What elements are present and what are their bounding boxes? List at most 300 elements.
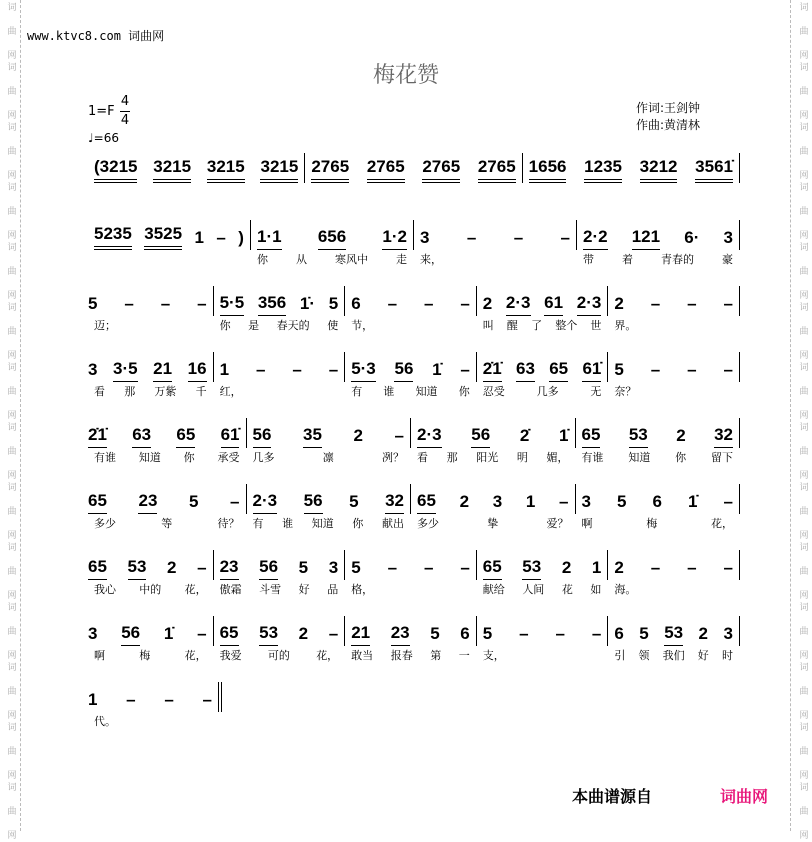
lyrics xyxy=(351,383,470,399)
note-group: 23 xyxy=(220,557,239,580)
note-group: 6 xyxy=(652,492,662,511)
lyric-word: 花， xyxy=(184,649,207,662)
note-group: – xyxy=(394,426,404,445)
note-group: 1235 xyxy=(584,157,622,183)
measure xyxy=(608,550,740,596)
note-group: – xyxy=(559,492,569,511)
tempo: ♩=66 xyxy=(88,131,119,145)
note-group: 3561̇ xyxy=(695,157,733,183)
watermark-text: 词 曲 网 xyxy=(7,63,17,121)
note-group: – xyxy=(460,294,470,313)
lyric-word: 凛 xyxy=(322,451,334,464)
measure-notes xyxy=(88,484,240,514)
lyric-word: 你 xyxy=(458,385,470,398)
measure-notes xyxy=(88,616,207,646)
lyric-word: 知道 xyxy=(628,451,651,464)
lyric-word: 你 xyxy=(352,517,364,530)
note-group: 65 xyxy=(220,623,239,646)
lyric-word: 冽？ xyxy=(382,451,404,464)
lyric-word: 敢当 xyxy=(351,649,374,662)
lyric-word: 献出 xyxy=(382,517,404,530)
watermark-text: 词 曲 网 xyxy=(799,423,809,481)
lyric-word: 第 xyxy=(430,649,442,662)
note-group: – xyxy=(687,294,697,313)
note-group: 356 xyxy=(258,293,286,316)
watermark-text: 词 曲 网 xyxy=(799,123,809,181)
note-group: – xyxy=(513,228,524,247)
score-line xyxy=(88,682,222,726)
note-group: 5 xyxy=(482,624,493,643)
note-group: – xyxy=(230,492,240,511)
note-group: – xyxy=(328,360,339,379)
measure-notes xyxy=(420,220,570,250)
note-group: 3212 xyxy=(640,157,678,183)
note-group: 2·3 xyxy=(506,293,531,316)
lyric-word: 品 xyxy=(327,583,339,596)
measure-notes xyxy=(483,616,602,646)
lyric-word: 代。 xyxy=(94,715,116,728)
score-line xyxy=(88,616,740,660)
lyric-word: 迈； xyxy=(94,319,116,332)
note-group: – xyxy=(555,624,565,643)
measure-notes xyxy=(351,550,470,580)
measure xyxy=(214,616,346,662)
note-group: – xyxy=(202,690,212,709)
lyric-word: 如 xyxy=(590,583,602,596)
note-group: 3215 xyxy=(153,157,191,183)
note-group: 2 xyxy=(676,426,686,445)
note-group: 1·2 xyxy=(382,227,407,250)
note-group: 3·5 xyxy=(113,359,138,382)
lyric-word: 好 xyxy=(298,583,310,596)
watermark-text: 词 曲 网 xyxy=(799,363,809,421)
lyric-word: 梅 xyxy=(139,649,151,662)
measure-notes xyxy=(614,550,733,580)
note-group: 1 xyxy=(194,228,204,247)
lyrics xyxy=(253,515,405,531)
lyrics xyxy=(220,317,339,333)
note-group: ) xyxy=(238,228,244,247)
measure-notes xyxy=(582,484,734,514)
note-group: – xyxy=(723,294,733,313)
note-group: 63 xyxy=(516,359,535,382)
measure xyxy=(411,418,576,464)
lyric-word: 花， xyxy=(184,583,207,596)
note-group: – xyxy=(723,360,733,379)
lyric-word: 傲霜 xyxy=(219,583,242,596)
lyric-word: 奈？ xyxy=(614,385,637,398)
watermark-text: 词 曲 网 xyxy=(799,543,809,601)
note-group: – xyxy=(164,690,174,709)
lyric-word: 春天的 xyxy=(276,319,310,332)
note-group: 2·3 xyxy=(577,293,602,316)
note-group: 1 xyxy=(525,492,536,511)
lyric-word: 时 xyxy=(721,649,733,662)
watermark-text: 词 曲 网 xyxy=(799,3,809,61)
note-group: 3215 xyxy=(260,157,298,183)
measure xyxy=(305,153,522,183)
measure-notes xyxy=(614,616,733,646)
measure xyxy=(247,484,412,530)
note-group: 5 xyxy=(614,360,624,379)
note-group: – xyxy=(197,558,207,577)
note-group: 3 xyxy=(723,624,733,643)
lyrics xyxy=(94,383,207,399)
note-group: 53 xyxy=(664,623,683,646)
note-group: 3 xyxy=(88,360,98,379)
note-group: 1̇ xyxy=(163,624,174,643)
measure xyxy=(88,352,214,398)
note-group: – xyxy=(723,492,733,511)
watermark-text: 词 曲 网 xyxy=(799,183,809,241)
lyric-word: 着 xyxy=(622,253,633,266)
note-group: 6 xyxy=(460,624,470,643)
note-group: 53 xyxy=(629,425,648,448)
note-group: 5 xyxy=(639,624,649,643)
lyrics xyxy=(351,317,470,333)
note-group: 2 xyxy=(698,624,709,643)
lyric-word: 谁 xyxy=(282,517,294,530)
lyricist: 作词:王剑钟 xyxy=(636,101,701,115)
note-group: 56 xyxy=(121,623,140,646)
lyrics xyxy=(614,647,733,663)
note-group: 2 xyxy=(614,558,624,577)
lyrics xyxy=(253,449,405,465)
lyric-word: 你 xyxy=(183,451,195,464)
measure-notes xyxy=(88,550,207,580)
watermark-text: 词 曲 网 xyxy=(7,123,17,181)
measure xyxy=(608,352,740,398)
lyrics xyxy=(582,515,734,531)
measure xyxy=(88,682,222,728)
lyrics xyxy=(417,449,569,465)
lyrics xyxy=(94,449,240,465)
watermark-text: 词 曲 网 xyxy=(7,363,17,421)
watermark-text: 词 曲 网 xyxy=(7,303,17,361)
measure-notes xyxy=(94,220,244,250)
measure xyxy=(88,286,214,332)
note-group: 61̇ xyxy=(221,425,240,448)
lyric-word: 几多 xyxy=(252,451,275,464)
watermark-text: 词 曲 网 xyxy=(7,783,17,841)
watermark-text: 词 曲 网 xyxy=(799,663,809,721)
measure xyxy=(477,352,609,398)
measure-notes xyxy=(94,153,298,183)
note-group: 3 xyxy=(420,228,430,247)
lyric-word: 有 xyxy=(351,385,363,398)
score-line xyxy=(88,352,740,396)
note-group: 1 xyxy=(88,690,98,709)
credits xyxy=(636,100,700,134)
lyric-word: 啊 xyxy=(581,517,593,530)
lyric-word: 海。 xyxy=(614,583,637,596)
lyric-word: 明 xyxy=(516,451,528,464)
measure-notes xyxy=(351,352,470,382)
lyric-word: 忍受 xyxy=(482,385,505,398)
lyric-word: 几多 xyxy=(536,385,559,398)
measure-notes xyxy=(417,484,569,514)
note-group: 53 xyxy=(259,623,278,646)
lyric-word: 媚， xyxy=(546,451,569,464)
note-group: 5 xyxy=(298,558,309,577)
note-group: 2 xyxy=(298,624,309,643)
lyric-word: 斗雪 xyxy=(259,583,282,596)
note-group: 56 xyxy=(304,491,323,514)
lyric-word: 好 xyxy=(697,649,709,662)
measure-notes xyxy=(253,484,405,514)
note-group: 2 xyxy=(614,294,624,313)
note-group: – xyxy=(292,360,302,379)
score-line xyxy=(88,550,740,594)
measure xyxy=(214,286,346,332)
watermark-text: 词 曲 网 xyxy=(7,183,17,241)
measure-notes xyxy=(351,286,470,316)
measure xyxy=(576,418,741,464)
note-group: – xyxy=(650,558,661,577)
lyric-word: 叫 xyxy=(482,319,494,332)
note-group: – xyxy=(591,624,602,643)
lyrics xyxy=(351,647,470,663)
note-group: 61 xyxy=(544,293,563,316)
measure xyxy=(88,484,247,530)
note-group: 53 xyxy=(522,557,541,580)
lyric-word: 人间 xyxy=(522,583,545,596)
lyric-word: 中的 xyxy=(139,583,162,596)
lyric-word: 那 xyxy=(446,451,458,464)
measure-notes xyxy=(220,286,339,316)
measure xyxy=(345,550,477,596)
note-group: 23 xyxy=(391,623,410,646)
note-group: 23 xyxy=(138,491,157,514)
lyrics xyxy=(614,317,733,333)
lyrics xyxy=(220,383,339,399)
note-group: 65 xyxy=(549,359,568,382)
note-group: 5 xyxy=(349,492,359,511)
watermark-text: 词 曲 网 xyxy=(7,603,17,661)
note-group: 3 xyxy=(328,558,339,577)
measure-notes xyxy=(257,220,407,250)
lyrics xyxy=(94,647,207,663)
measure-notes xyxy=(220,616,339,646)
measure xyxy=(88,153,305,183)
lyrics xyxy=(614,383,733,399)
lyric-word: 爱？ xyxy=(546,517,569,530)
watermark-text: 词 曲 网 xyxy=(799,723,809,781)
note-group: 1̇ xyxy=(432,360,442,379)
note-group: 21 xyxy=(351,623,370,646)
note-group: – xyxy=(124,294,134,313)
watermark-text: 词 曲 网 xyxy=(799,243,809,301)
brand-link[interactable]: 词曲网 xyxy=(720,787,769,806)
measure-notes xyxy=(483,550,602,580)
lyric-word: 走 xyxy=(396,253,407,266)
note-group: 2 xyxy=(482,294,493,313)
measure xyxy=(88,616,214,662)
note-group: 656 xyxy=(318,227,346,250)
note-group: – xyxy=(328,624,339,643)
time-signature xyxy=(120,94,130,129)
lyric-word: 千 xyxy=(195,385,207,398)
lyrics xyxy=(483,581,602,597)
lyric-word: 待？ xyxy=(217,517,240,530)
key-signature: 1=F xyxy=(88,104,115,119)
note-group: 5235 xyxy=(94,224,132,250)
note-group: (3215 xyxy=(94,157,137,183)
note-group: 3215 xyxy=(207,157,245,183)
left-border xyxy=(20,0,21,831)
lyric-word: 有谁 xyxy=(581,451,604,464)
note-group: 3 xyxy=(492,492,503,511)
lyric-word: 看 xyxy=(417,451,428,464)
lyric-word: 来， xyxy=(420,253,442,266)
lyric-word: 花， xyxy=(316,649,339,662)
measure-notes xyxy=(253,418,405,448)
lyric-word: 知道 xyxy=(415,385,438,398)
note-group: – xyxy=(519,624,529,643)
note-group: 3 xyxy=(723,228,733,247)
measure-notes xyxy=(220,550,339,580)
note-group: 5 xyxy=(88,294,98,313)
lyric-word: 界。 xyxy=(614,319,637,332)
measure xyxy=(345,616,477,662)
measure xyxy=(88,220,251,250)
note-group: 6· xyxy=(684,228,700,247)
note-group: 2̇1̇ xyxy=(88,425,107,448)
note-group: – xyxy=(160,294,171,313)
lyric-word: 万紫 xyxy=(154,385,177,398)
measure-notes xyxy=(483,352,602,382)
lyric-word: 红， xyxy=(219,385,242,398)
measure xyxy=(251,220,414,266)
note-group: – xyxy=(387,558,398,577)
note-group: 32 xyxy=(714,425,733,448)
lyric-word: 多少 xyxy=(94,517,116,530)
lyrics xyxy=(220,647,339,663)
watermark-text: 词 曲 网 xyxy=(799,603,809,661)
note-group: 2 xyxy=(353,426,363,445)
measure xyxy=(88,550,214,596)
lyrics xyxy=(94,515,240,531)
note-group: – xyxy=(650,294,661,313)
note-group: 2765 xyxy=(422,157,460,183)
note-group: – xyxy=(650,360,661,379)
measure-notes xyxy=(88,682,212,712)
measure xyxy=(477,550,609,596)
lyric-word: 知道 xyxy=(311,517,334,530)
note-group: – xyxy=(560,228,570,247)
lyric-word: 了 xyxy=(531,319,543,332)
lyric-word: 支， xyxy=(482,649,505,662)
lyric-word: 啊 xyxy=(94,649,105,662)
score-line xyxy=(88,153,740,197)
note-group: 2̇ xyxy=(519,426,530,445)
lyrics xyxy=(582,449,734,465)
lyric-word: 使 xyxy=(327,319,339,332)
measure xyxy=(414,220,577,266)
lyric-word: 整个 xyxy=(555,319,578,332)
lyric-word: 世 xyxy=(590,319,602,332)
note-group: 5·5 xyxy=(220,293,245,316)
lyric-word: 我们 xyxy=(662,649,685,662)
note-group: – xyxy=(423,294,434,313)
lyric-word: 献给 xyxy=(482,583,505,596)
measure-notes xyxy=(311,153,515,183)
note-group: 56 xyxy=(394,359,413,382)
lyric-word: 留下 xyxy=(710,451,733,464)
note-group: 3 xyxy=(88,624,98,643)
note-group: – xyxy=(687,360,697,379)
lyrics xyxy=(94,317,207,333)
site-header[interactable]: www.ktvc8.com 词曲网 xyxy=(27,29,165,43)
lyric-word: 我心 xyxy=(94,583,116,596)
note-group: 1·1 xyxy=(257,227,282,250)
watermark-text: 词 曲 网 xyxy=(7,243,17,301)
note-group: – xyxy=(216,228,226,247)
lyric-word: 你 xyxy=(675,451,687,464)
note-group: 65 xyxy=(582,425,601,448)
note-group: – xyxy=(466,228,477,247)
note-group: – xyxy=(723,558,733,577)
meter-top: 4 xyxy=(120,94,130,109)
note-group: 56 xyxy=(259,557,278,580)
note-group: – xyxy=(197,294,207,313)
measure-notes xyxy=(351,616,470,646)
lyrics xyxy=(483,317,602,333)
measure-notes xyxy=(583,220,733,250)
lyric-word: 领 xyxy=(638,649,650,662)
note-group: 2·3 xyxy=(417,425,442,448)
lyric-word: 无 xyxy=(590,385,602,398)
lyric-word: 一 xyxy=(458,649,470,662)
source-label: 本曲谱源自 xyxy=(572,787,653,806)
note-group: 56 xyxy=(471,425,490,448)
note-group: 5·3 xyxy=(351,359,376,382)
measure xyxy=(345,352,477,398)
measure-notes xyxy=(88,418,240,448)
note-group: 5 xyxy=(430,624,440,643)
lyric-word: 看 xyxy=(94,385,105,398)
score-line xyxy=(88,220,740,264)
lyric-word: 阳光 xyxy=(476,451,499,464)
note-group: 61̇ xyxy=(582,359,601,382)
note-group: 1̇· xyxy=(299,294,316,313)
note-group: 1 xyxy=(219,360,230,379)
note-group: 2·2 xyxy=(583,227,608,250)
lyrics xyxy=(483,383,602,399)
lyric-word: 有 xyxy=(252,517,264,530)
lyric-word: 从 xyxy=(296,253,307,266)
lyrics xyxy=(483,647,602,663)
note-group: 63 xyxy=(132,425,151,448)
note-group: – xyxy=(387,294,398,313)
lyric-word: 知道 xyxy=(138,451,161,464)
lyric-word: 格， xyxy=(351,583,374,596)
score-line xyxy=(88,286,740,330)
score-line xyxy=(88,484,740,528)
lyric-word: 那 xyxy=(124,385,136,398)
note-group: 65 xyxy=(88,491,107,514)
lyric-word: 豪 xyxy=(722,253,733,266)
note-group: – xyxy=(460,360,470,379)
measure-notes xyxy=(417,418,569,448)
note-group: – xyxy=(423,558,434,577)
composer: 作曲:黄清林 xyxy=(636,118,701,132)
note-group: 2765 xyxy=(311,157,349,183)
lyric-word: 等 xyxy=(161,517,173,530)
note-group: 56 xyxy=(253,425,272,448)
lyrics xyxy=(351,581,470,597)
measure xyxy=(608,616,740,662)
